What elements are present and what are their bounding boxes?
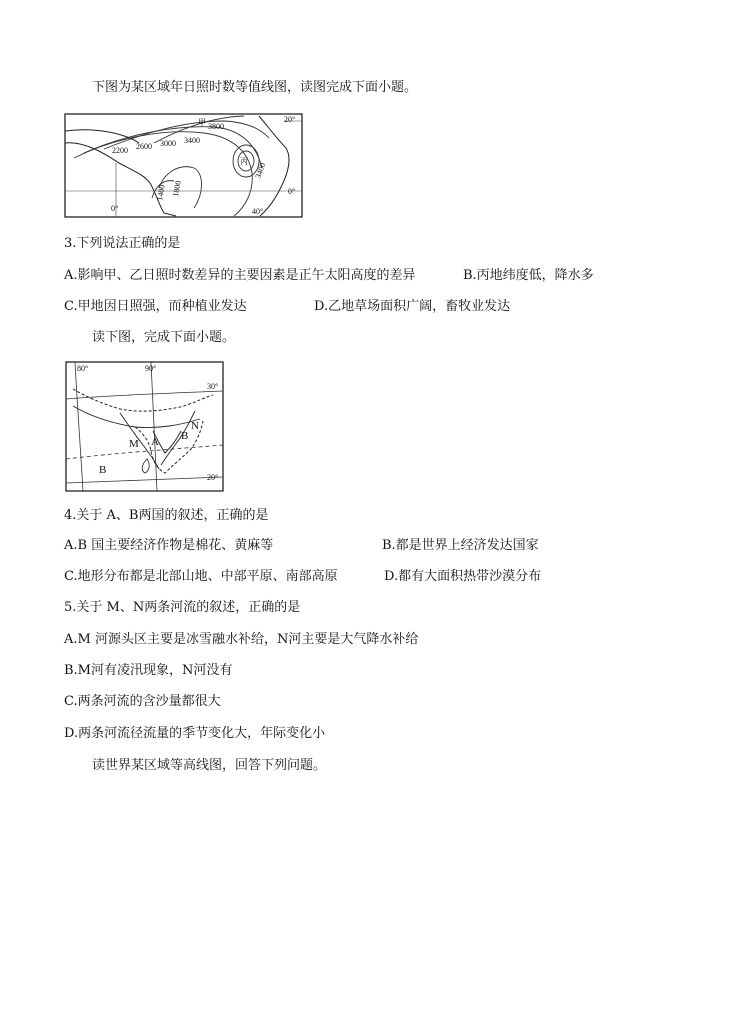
q4-option-a: A.B 国主要经济作物是棉花、黄麻等 <box>64 538 274 553</box>
intro-question-3: 下图为某区域年日照时数等值线图，读图完成下面小题。 <box>92 80 418 95</box>
q5-option-d: D.两条河流径流量的季节变化大，年际变化小 <box>64 726 326 741</box>
map1-label-bing: 丙 <box>240 157 248 166</box>
q3-option-a: A.影响甲、乙日照时数差异的主要因素是正午太阳高度的差异 <box>64 268 416 283</box>
map1-lon-40: 40° <box>252 207 264 216</box>
q4-option-d: D.都有大面积热带沙漠分布 <box>384 569 542 584</box>
map1-isoline-3000: 3000 <box>160 139 176 148</box>
map1-lon-0: 0° <box>111 204 119 213</box>
q4-option-b: B.都是世界上经济发达国家 <box>382 538 539 553</box>
south-asia-map <box>65 361 225 493</box>
map1-label-jia: 甲 <box>198 118 206 127</box>
map2-label-b-east: B <box>181 430 189 442</box>
q5-option-c: C.两条河流的含沙量都很大 <box>64 694 221 709</box>
map2-label-b-west: B <box>99 464 107 476</box>
map1-isoline-3400-east: 3400 <box>253 161 268 180</box>
map2-lat-20: 20° <box>207 473 219 482</box>
q5-stem: 5.关于 M、N两条河流的叙述，正确的是 <box>64 600 301 615</box>
map2-lat-30: 30° <box>207 382 219 391</box>
map1-isoline-3400: 3400 <box>184 136 200 145</box>
q3-option-b: B.丙地纬度低，降水多 <box>463 268 594 283</box>
q4-option-c: C.地形分布都是北部山地、中部平原、南部高原 <box>64 569 338 584</box>
map2-label-a: A <box>151 436 159 448</box>
map1-lat-20: 20° <box>284 115 296 124</box>
map1-isoline-2600: 2600 <box>136 142 152 151</box>
map2-label-n: N <box>191 420 199 432</box>
map2-lon-90: 90° <box>145 364 157 373</box>
q3-option-c: C.甲地因日照强，而种植业发达 <box>64 299 247 314</box>
map1-isoline-3800: 3800 <box>208 122 224 131</box>
q3-stem: 3.下列说法正确的是 <box>64 236 181 251</box>
sunshine-isoline-map <box>64 113 304 219</box>
intro-next-questions: 读世界某区域等高线图，回答下列问题。 <box>92 758 327 773</box>
q3-option-d: D.乙地草场面积广阔，畜牧业发达 <box>314 299 511 314</box>
q4-stem: 4.关于 A、B两国的叙述，正确的是 <box>64 508 269 523</box>
q5-option-a: A.M 河源头区主要是冰雪融水补给，N河主要是大气降水补给 <box>64 632 419 647</box>
map2-label-m: M <box>129 438 139 450</box>
q5-option-b: B.M河有凌汛现象，N河没有 <box>64 663 233 678</box>
map1-isoline-1800: 1800 <box>171 180 183 198</box>
map1-lat-0: 0° <box>288 187 296 196</box>
map1-isoline-2200: 2200 <box>112 146 128 155</box>
intro-questions-4-5: 读下图，完成下面小题。 <box>92 330 236 345</box>
map2-lon-80: 80° <box>77 364 89 373</box>
map1-isoline-1400: 1400 <box>155 184 167 202</box>
